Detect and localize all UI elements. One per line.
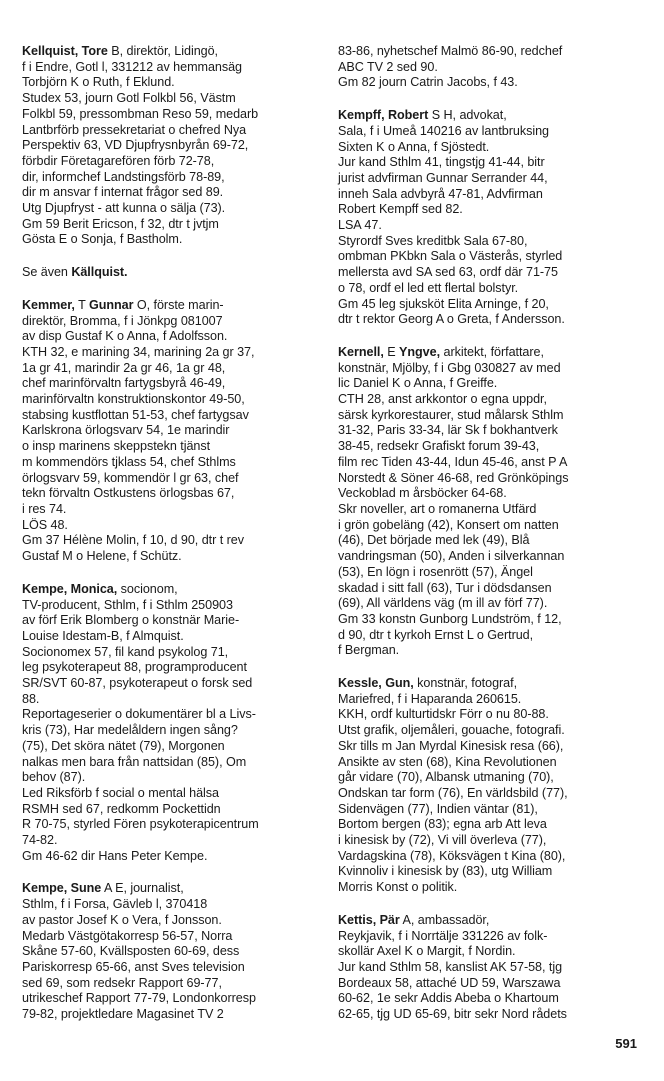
entry-line [22,138,322,154]
entry-text: Reportageserier o dokumentärer bl a Livs- [22,707,256,722]
entry-name: Kessle, Gun, [338,676,414,691]
entry-line [22,960,322,976]
entry-text: inneh Sala advbyrå 47-81, Advfirman [338,186,543,201]
entry-line [22,170,322,186]
entry-line [22,1007,322,1023]
entry-text: av förf Erik Blomberg o konstnär Marie- [22,613,240,628]
entry-line [22,598,322,614]
entry-text: Vardagskina (78), Köksvägen t Kina (80), [338,848,566,863]
entry-line [22,991,322,1007]
entry-text: örlogsvarv 59, kommendör l gr 63, chef [22,470,239,485]
entry-line [338,802,643,818]
entry-text: Gm 37 Hélène Molin, f 10, d 90, dtr t rev [22,533,244,548]
entry-text: 1a gr 41, marindir 2a gr 46, 1a gr 48, [22,360,226,375]
entry-line [22,154,322,170]
entry-text: Skåne 57-60, Kvällsposten 60-69, dess [22,944,240,959]
entry-text: Jur kand Sthlm 58, kanslist AK 57-58, tjg [338,959,563,974]
entry-line [22,75,322,91]
entry-text: Sthlm, f i Forsa, Gävleb l, 370418 [22,897,208,912]
entry-line [22,913,322,929]
entry-line [338,786,643,802]
entry-line [22,833,322,849]
entry-text: f i Endre, Gotl l, 331212 av hemmansäg [22,59,243,74]
entry-line [338,439,643,455]
entry-line [338,124,643,140]
entry-name: Yngve, [399,344,441,359]
entry-name: Kellquist, Tore [22,44,108,58]
entry-line [22,298,322,314]
entry-text: Gustaf M o Helene, f Schütz. [22,549,182,564]
entry-line [338,596,643,612]
entry-line [338,1007,643,1023]
entry-text: lic Daniel K o Anna, f Greiffe. [338,376,498,391]
entry-text: Norstedt & Söner 46-68, red Grönköpings [338,470,569,485]
entry-text: går vidare (70), Albansk utmaning (70), [338,770,554,785]
entry-text: 88. [22,691,40,706]
entry-line [338,643,643,659]
entry-line [22,60,322,76]
entry-text: Bortom bergen (83); egna arb Att leva [338,817,547,832]
biography-entry [22,265,322,281]
entry-line [22,897,322,913]
entry-name: Kernell, [338,344,384,359]
entry-text: Socionomex 57, fil kand psykolog 71, [22,644,229,659]
entry-text: dir, informchef Landstingsförb 78-89, [22,169,225,184]
entry-text: leg psykoterapeut 88, programproducent [22,660,247,675]
entry-line [22,518,322,534]
entry-text: socionom, [117,581,178,596]
entry-line [338,202,643,218]
entry-text: Morris Konst o politik. [338,880,458,895]
entry-text: (46), Det började med lek (49), Blå [338,533,530,548]
entry-line [22,408,322,424]
entry-line [22,645,322,661]
entry-text: O, förste marin- [133,297,224,312]
entry-text: Studex 53, journ Gotl Folkbl 56, Västm [22,91,236,106]
biography-entry [22,582,322,865]
entry-line [22,881,322,897]
entry-line [22,533,322,549]
entry-line [22,817,322,833]
entry-text: Skr tills m Jan Myrdal Kinesisk resa (66), [338,738,564,753]
entry-text: jurist advfirman Gunnar Serrander 44, [338,170,548,185]
biography-entry [338,108,643,328]
entry-text: LÖS 48. [22,517,68,532]
entry-line [338,755,643,771]
entry-line [22,265,322,281]
entry-line [338,486,643,502]
entry-text: konstnär, fotograf, [413,676,518,691]
entry-name: Kettis, Pär [338,912,400,927]
biography-entry [22,298,322,565]
entry-text: arkitekt, författare, [440,344,544,359]
entry-line [338,187,643,203]
entry-text: Skr noveller, art o romanerna Utfärd [338,501,537,516]
entry-line [338,864,643,880]
entry-line [22,201,322,217]
biography-entry [338,345,643,659]
entry-name: Kempff, Robert [338,108,429,123]
entry-line [338,376,643,392]
entry-text: f Bergman. [338,643,400,658]
entry-line [22,755,322,771]
entry-text: vandringsman (50), Anden i silverkannan [338,549,565,564]
entry-line [338,612,643,628]
entry-text: marinförvaltn konstruktionskontor 49-50, [22,392,245,407]
entry-line [338,849,643,865]
entry-text: konstnär, Mjölby, f i Gbg 030827 av med [338,360,561,375]
entry-line [338,739,643,755]
entry-line [338,549,643,565]
biography-entry [338,44,643,91]
entry-line [338,265,643,281]
entry-line [22,439,322,455]
entry-line [22,739,322,755]
entry-text: A, ambassadör, [399,912,490,927]
entry-line [22,723,322,739]
entry-text: i res 74. [22,501,67,516]
entry-text: Gm 33 konstn Gunborg Lundström, f 12, [338,611,562,626]
entry-text: o insp marinens skeppstekn tjänst [22,439,211,454]
entry-line [22,185,322,201]
entry-text: Lantbrförb pressekretariat o chefred Nya [22,122,247,137]
entry-text: utrikeschef Rapport 77-79, Londonkorresp [22,991,256,1006]
entry-line [338,108,643,124]
entry-line [22,314,322,330]
entry-line [22,107,322,123]
entry-text: nalkas men bara från nattsidan (85), Om [22,754,247,769]
entry-line [22,376,322,392]
entry-text: Robert Kempff sed 82. [338,202,463,217]
entry-text: Folkbl 59, pressombman Reso 59, medarb [22,106,259,121]
entry-text: B, direktör, Lidingö, [107,44,219,58]
entry-line [22,707,322,723]
entry-text: Mariefred, f i Haparanda 260615. [338,691,522,706]
entry-text: TV-producent, Sthlm, f i Sthlm 250903 [22,597,233,612]
entry-text: stabsing kustflottan 51-53, chef fartygsav [22,407,249,422]
entry-line [22,786,322,802]
entry-text: Karlskrona örlogsvarv 54, 1e marindir [22,423,230,438]
entry-line [338,676,643,692]
entry-text: Gm 46-62 dir Hans Peter Kempe. [22,848,208,863]
entry-text: 38-45, redsekr Grafiskt forum 39-43, [338,439,540,454]
entry-text: Pariskorresp 65-66, anst Sves television [22,959,245,974]
biography-entry [22,881,322,1022]
entry-text: Reykjavik, f i Norrtälje 331226 av folk- [338,928,548,943]
entry-text: Sidenvägen (77), Indien väntar (81), [338,801,538,816]
entry-line [338,929,643,945]
entry-text: behov (87). [22,770,86,785]
entry-name: Kempe, Sune [22,881,102,896]
entry-line [338,723,643,739]
entry-text: Utst grafik, oljemåleri, gouache, fotografi. [338,723,565,738]
entry-text: KKH, ordf kulturtidskr Förr o nu 80-88. [338,707,549,722]
entry-line [22,123,322,139]
entry-line [22,44,322,60]
entry-text: SR/SVT 60-87, psykoterapeut o forsk sed [22,676,253,691]
entry-line [338,312,643,328]
entry-line [22,692,322,708]
entry-line [22,232,322,248]
entry-name: Källquist. [71,265,128,280]
entry-line [22,423,322,439]
entry-line [338,218,643,234]
entry-text: tekn förvaltn Ostkustens örlogsbas 67, [22,486,235,501]
entry-text: av pastor Josef K o Vera, f Jonsson. [22,912,222,927]
entry-line [338,960,643,976]
entry-line [338,361,643,377]
entry-name: Kempe, Monica, [22,581,118,596]
entry-text: T [74,297,89,312]
entry-text: Sixten K o Anna, f Sjöstedt. [338,139,490,154]
entry-line [22,929,322,945]
entry-text: i grön gobeläng (42), Konsert om natten [338,517,559,532]
entry-text: chef marinförvaltn fartygsbyrå 46-49, [22,376,226,391]
entry-line [338,565,643,581]
entry-text: Torbjörn K o Ruth, f Eklund. [22,75,175,90]
entry-line [338,770,643,786]
entry-line [338,628,643,644]
entry-text: direktör, Bromma, f i Jönkpg 081007 [22,313,223,328]
entry-text: KTH 32, e marining 34, marining 2a gr 37, [22,344,255,359]
entry-line [338,392,643,408]
entry-text: Jur kand Sthlm 41, tingstjg 41-44, bitr [338,155,545,170]
entry-line [338,423,643,439]
entry-line [338,171,643,187]
biography-entry [22,44,322,248]
entry-line [22,486,322,502]
entry-line [22,329,322,345]
entry-text: Gm 59 Berit Ericson, f 32, dtr t jvtjm [22,216,219,231]
entry-text: RSMH sed 67, redkomm Pockettidn [22,801,221,816]
entry-text: R 70-75, styrled Fören psykoterapicentrum [22,817,259,832]
entry-text: Gm 82 journ Catrin Jacobs, f 43. [338,75,518,90]
entry-line [22,217,322,233]
entry-line [338,502,643,518]
entry-line [338,991,643,1007]
entry-text: S H, advokat, [428,108,507,123]
entry-line [338,976,643,992]
entry-text: CTH 28, anst arkkontor o egna uppdr, [338,392,547,407]
entry-line [22,849,322,865]
entry-text: ombman PKbkn Sala o Västerås, styrled [338,249,563,264]
entry-text: 83-86, nyhetschef Malmö 86-90, redchef [338,44,563,58]
entry-line [338,155,643,171]
entry-name: Kemmer, [22,297,75,312]
entry-text: Styrordf Sves kreditbk Sala 67-80, [338,233,528,248]
entry-text: (75), Det sköra nätet (79), Morgonen [22,738,225,753]
entry-line [22,345,322,361]
entry-line [338,471,643,487]
left-column [22,44,322,1040]
entry-text: Kvinnoliv i kinesisk by (83), utg William [338,864,553,879]
entry-line [338,880,643,896]
entry-text: LSA 47. [338,218,382,233]
entry-line [338,281,643,297]
entry-text: Louise Idestam-B, f Almquist. [22,628,184,643]
entry-line [338,234,643,250]
entry-text: Utg Djupfryst - att kunna o sälja (73). [22,201,226,216]
entry-text: Gösta E o Sonja, f Bastholm. [22,232,183,247]
entry-line [338,249,643,265]
entry-text: Ondskan tar form (76), En världsbild (77), [338,785,568,800]
entry-line [22,770,322,786]
entry-line [338,518,643,534]
entry-line [22,613,322,629]
entry-text: Bordeaux 58, attaché UD 59, Warszawa [338,975,561,990]
entry-text: film rec Tiden 43-44, Idun 45-46, anst P A [338,454,568,469]
entry-text: förbdir Företagarefören förb 72-78, [22,153,215,168]
entry-line [338,408,643,424]
entry-line [22,502,322,518]
entry-text: kris (73), Har medelåldern ingen sång? [22,723,238,738]
entry-line [338,140,643,156]
entry-line [22,660,322,676]
entry-line [338,944,643,960]
entry-line [22,802,322,818]
entry-line [338,533,643,549]
entry-text: d 90, dtr t kyrkoh Ernst L o Gertrud, [338,627,534,642]
entry-text: 60-62, 1e sekr Addis Abeba o Khartoum [338,991,559,1006]
entry-text: o 78, ordf el led ett flertal bolstyr. [338,280,519,295]
biography-entry [338,913,643,1023]
entry-line [22,392,322,408]
entry-line [338,60,643,76]
entry-line [338,455,643,471]
entry-text: Veckoblad m årsböcker 64-68. [338,486,507,501]
entry-text: Se även [22,265,72,280]
entry-line [22,582,322,598]
entry-line [338,75,643,91]
entry-line [22,676,322,692]
right-column [338,44,643,1040]
entry-name: Gunnar [88,297,134,312]
entry-text: A E, journalist, [101,881,184,896]
entry-text: särsk kyrkorestaurer, stud målarsk Sthlm [338,407,564,422]
entry-text: dtr t rektor Georg A o Greta, f Andersson. [338,312,565,327]
entry-line [338,345,643,361]
entry-line [22,361,322,377]
entry-text: skollär Axel K o Margit, f Nordin. [338,944,516,959]
entry-line [338,297,643,313]
entry-text: ABC TV 2 sed 90. [338,59,438,74]
entry-line [22,455,322,471]
entry-text: av disp Gustaf K o Anna, f Adolfsson. [22,329,228,344]
entry-text: Sala, f i Umeå 140216 av lantbruksing [338,123,549,138]
entry-text: 31-32, Paris 33-34, lär Sk f bokhantverk [338,423,558,438]
entry-line [22,549,322,565]
entry-line [22,471,322,487]
entry-line [338,44,643,60]
entry-text: 79-82, projektledare Magasinet TV 2 [22,1007,224,1022]
entry-text: i kinesisk by (72), Vi vill överleva (77), [338,833,547,848]
entry-text: E [383,344,400,359]
entry-line [22,91,322,107]
entry-line [338,913,643,929]
entry-text: (53), En lögn i rosenrött (57), Ängel [338,564,533,579]
entry-text: (69), All världens väg (m ill av förf 77). [338,596,548,611]
entry-text: 74-82. [22,833,58,848]
entry-line [338,707,643,723]
entry-text: skadad i sitt fall (63), Tur i dödsdansen [338,580,552,595]
entry-text: sed 69, som redsekr Rapport 69-77, [22,975,222,990]
entry-line [338,581,643,597]
entry-line [338,817,643,833]
entry-text: Gm 45 leg sjuksköt Elita Arninge, f 20, [338,296,549,311]
entry-line [22,976,322,992]
entry-text: m kommendörs tjklass 54, chef Sthlms [22,454,236,469]
entry-text: Led Riksförb f social o mental hälsa [22,785,220,800]
entry-text: Medarb Västgötakorresp 56-57, Norra [22,928,233,943]
biography-entry [338,676,643,896]
entry-line [338,692,643,708]
entry-line [22,944,322,960]
page-number: 591 [615,1036,637,1051]
entry-text: dir m ansvar f internat frågor sed 89. [22,185,224,200]
entry-line [338,833,643,849]
entry-text: Perspektiv 63, VD Djupfrysnbyrån 69-72, [22,138,249,153]
entry-text: Ansikte av sten (68), Kina Revolutionen [338,754,557,769]
entry-text: mellersta avd SA sed 63, ordf där 71-75 [338,265,558,280]
entry-line [22,629,322,645]
entry-text: 62-65, tjg UD 65-69, bitr sekr Nord rådets [338,1007,567,1022]
